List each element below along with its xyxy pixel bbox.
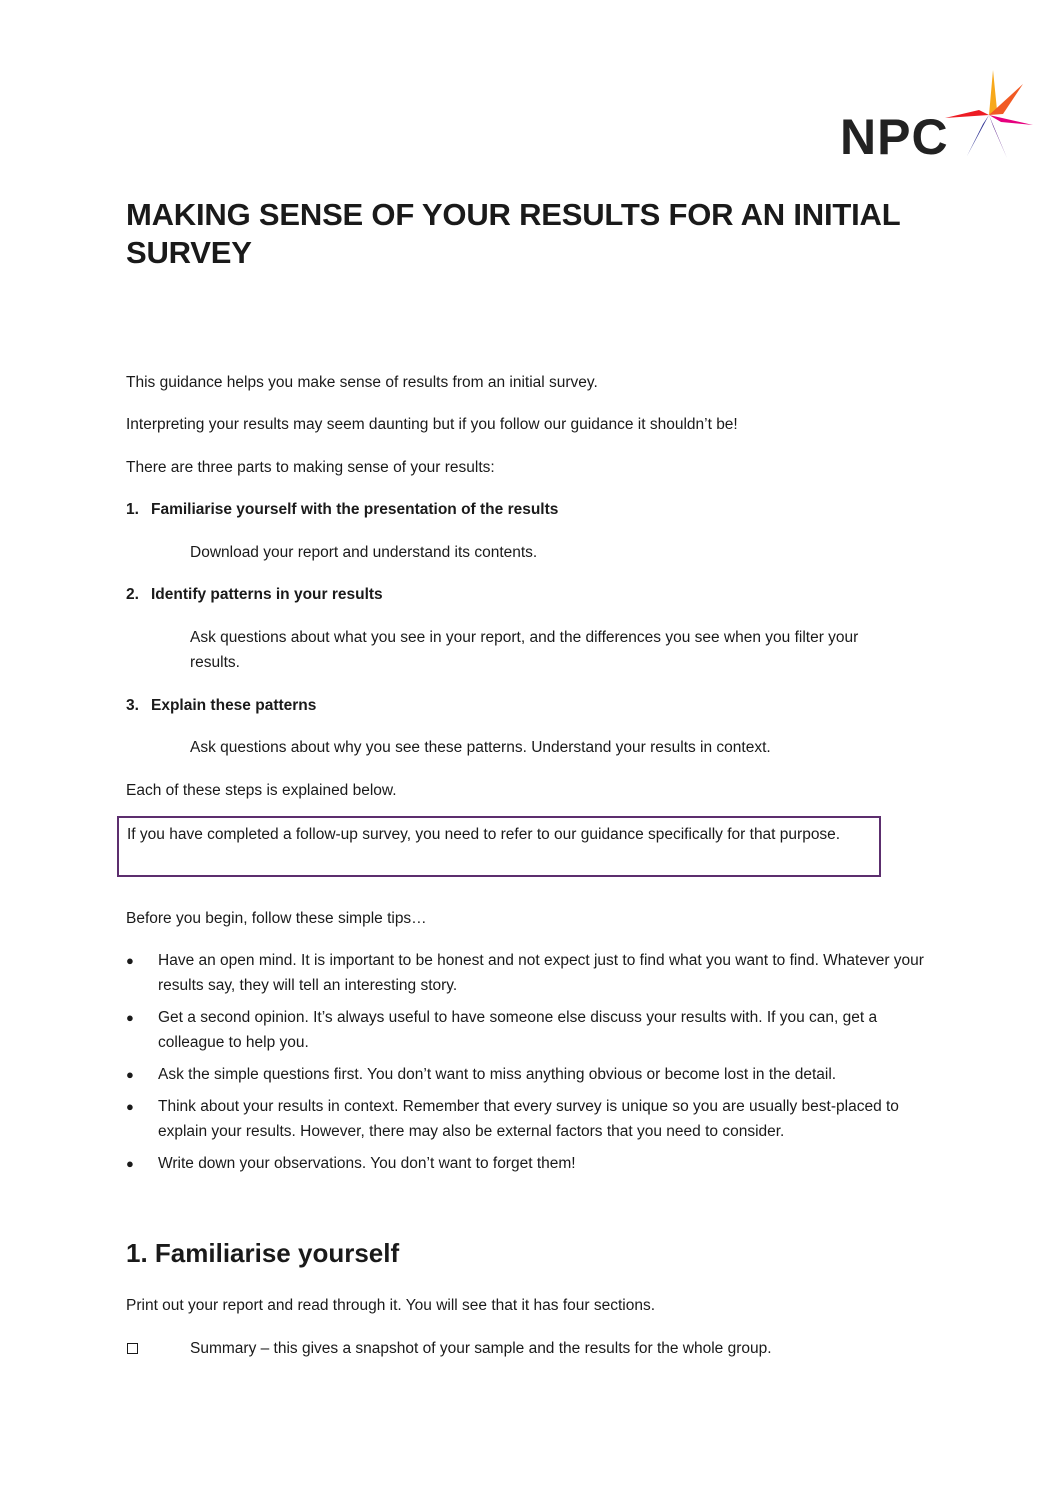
callout-text: If you have completed a follow-up survey, you need to refer to our guidance specifically for that purpose.	[127, 826, 841, 843]
step-1-number: 1.	[126, 501, 139, 518]
bullet-icon: ●	[126, 1156, 134, 1171]
page-title: MAKING SENSE OF YOUR RESULTS FOR AN INITIAL SURVEY	[126, 197, 900, 270]
step-2-body: Ask questions about what you see in your report, and the differences you see when you filter your results.	[190, 629, 859, 671]
step-3-heading	[126, 693, 316, 718]
tip-item	[126, 1062, 946, 1087]
section-1-heading: 1. Familiarise yourself	[126, 1238, 400, 1268]
step-1-title: Familiarise yourself with the presentation of the results	[151, 501, 559, 518]
checkbox-icon	[127, 1343, 138, 1354]
checklist-label: Summary – this gives a snapshot of your sample and the results for the whole group.	[190, 1340, 772, 1357]
bullet-icon: ●	[126, 1099, 134, 1114]
intro-paragraph-2: Interpreting your results may seem daunting but if you follow our guidance it shouldn’t be!	[126, 416, 738, 433]
step-3-number: 3.	[126, 697, 139, 714]
tip-text: Ask the simple questions first. You don’t want to miss anything obvious or become lost in the detail.	[158, 1066, 837, 1083]
tip-text: Have an open mind. It is important to be honest and not expect just to find what you want to find. Whatever your results say, they will tell an interesting story.	[158, 952, 924, 994]
bullet-icon: ●	[126, 953, 134, 968]
tips-intro: Before you begin, follow these simple tips…	[126, 910, 427, 927]
step-1-heading	[126, 497, 558, 522]
logo-wordmark: NPC	[840, 109, 949, 165]
steps-footer: Each of these steps is explained below.	[126, 782, 397, 799]
tip-text: Get a second opinion. It’s always useful to have someone else discuss your results with. If you can, get a colleague to help you.	[158, 1009, 878, 1051]
tip-item	[126, 1094, 946, 1144]
intro-paragraph-3: There are three parts to making sense of your results:	[126, 459, 495, 476]
tip-text: Write down your observations. You don’t want to forget them!	[158, 1155, 576, 1172]
step-3-title: Explain these patterns	[151, 697, 317, 714]
npc-logo	[840, 70, 1035, 170]
tip-text: Think about your results in context. Remember that every survey is unique so you are usually best-placed to explain your results. However, there may also be external factors that you need to consider.	[158, 1098, 899, 1140]
bullet-icon: ●	[126, 1067, 134, 1082]
star-logo-icon	[945, 70, 1033, 160]
follow-up-callout	[117, 816, 881, 877]
section-1-intro: Print out your report and read through it. You will see that it has four sections.	[126, 1297, 656, 1314]
step-2-heading	[126, 582, 383, 607]
step-2-number: 2.	[126, 586, 139, 603]
intro-paragraph-1: This guidance helps you make sense of results from an initial survey.	[126, 374, 598, 391]
tip-item	[126, 1151, 946, 1176]
tips-list	[126, 948, 946, 1183]
step-2-title: Identify patterns in your results	[151, 586, 383, 603]
step-3-body: Ask questions about why you see these patterns. Understand your results in context.	[190, 739, 771, 756]
tip-item	[126, 948, 946, 998]
bullet-icon: ●	[126, 1010, 134, 1025]
tip-item	[126, 1005, 946, 1055]
step-1-body: Download your report and understand its contents.	[190, 544, 538, 561]
